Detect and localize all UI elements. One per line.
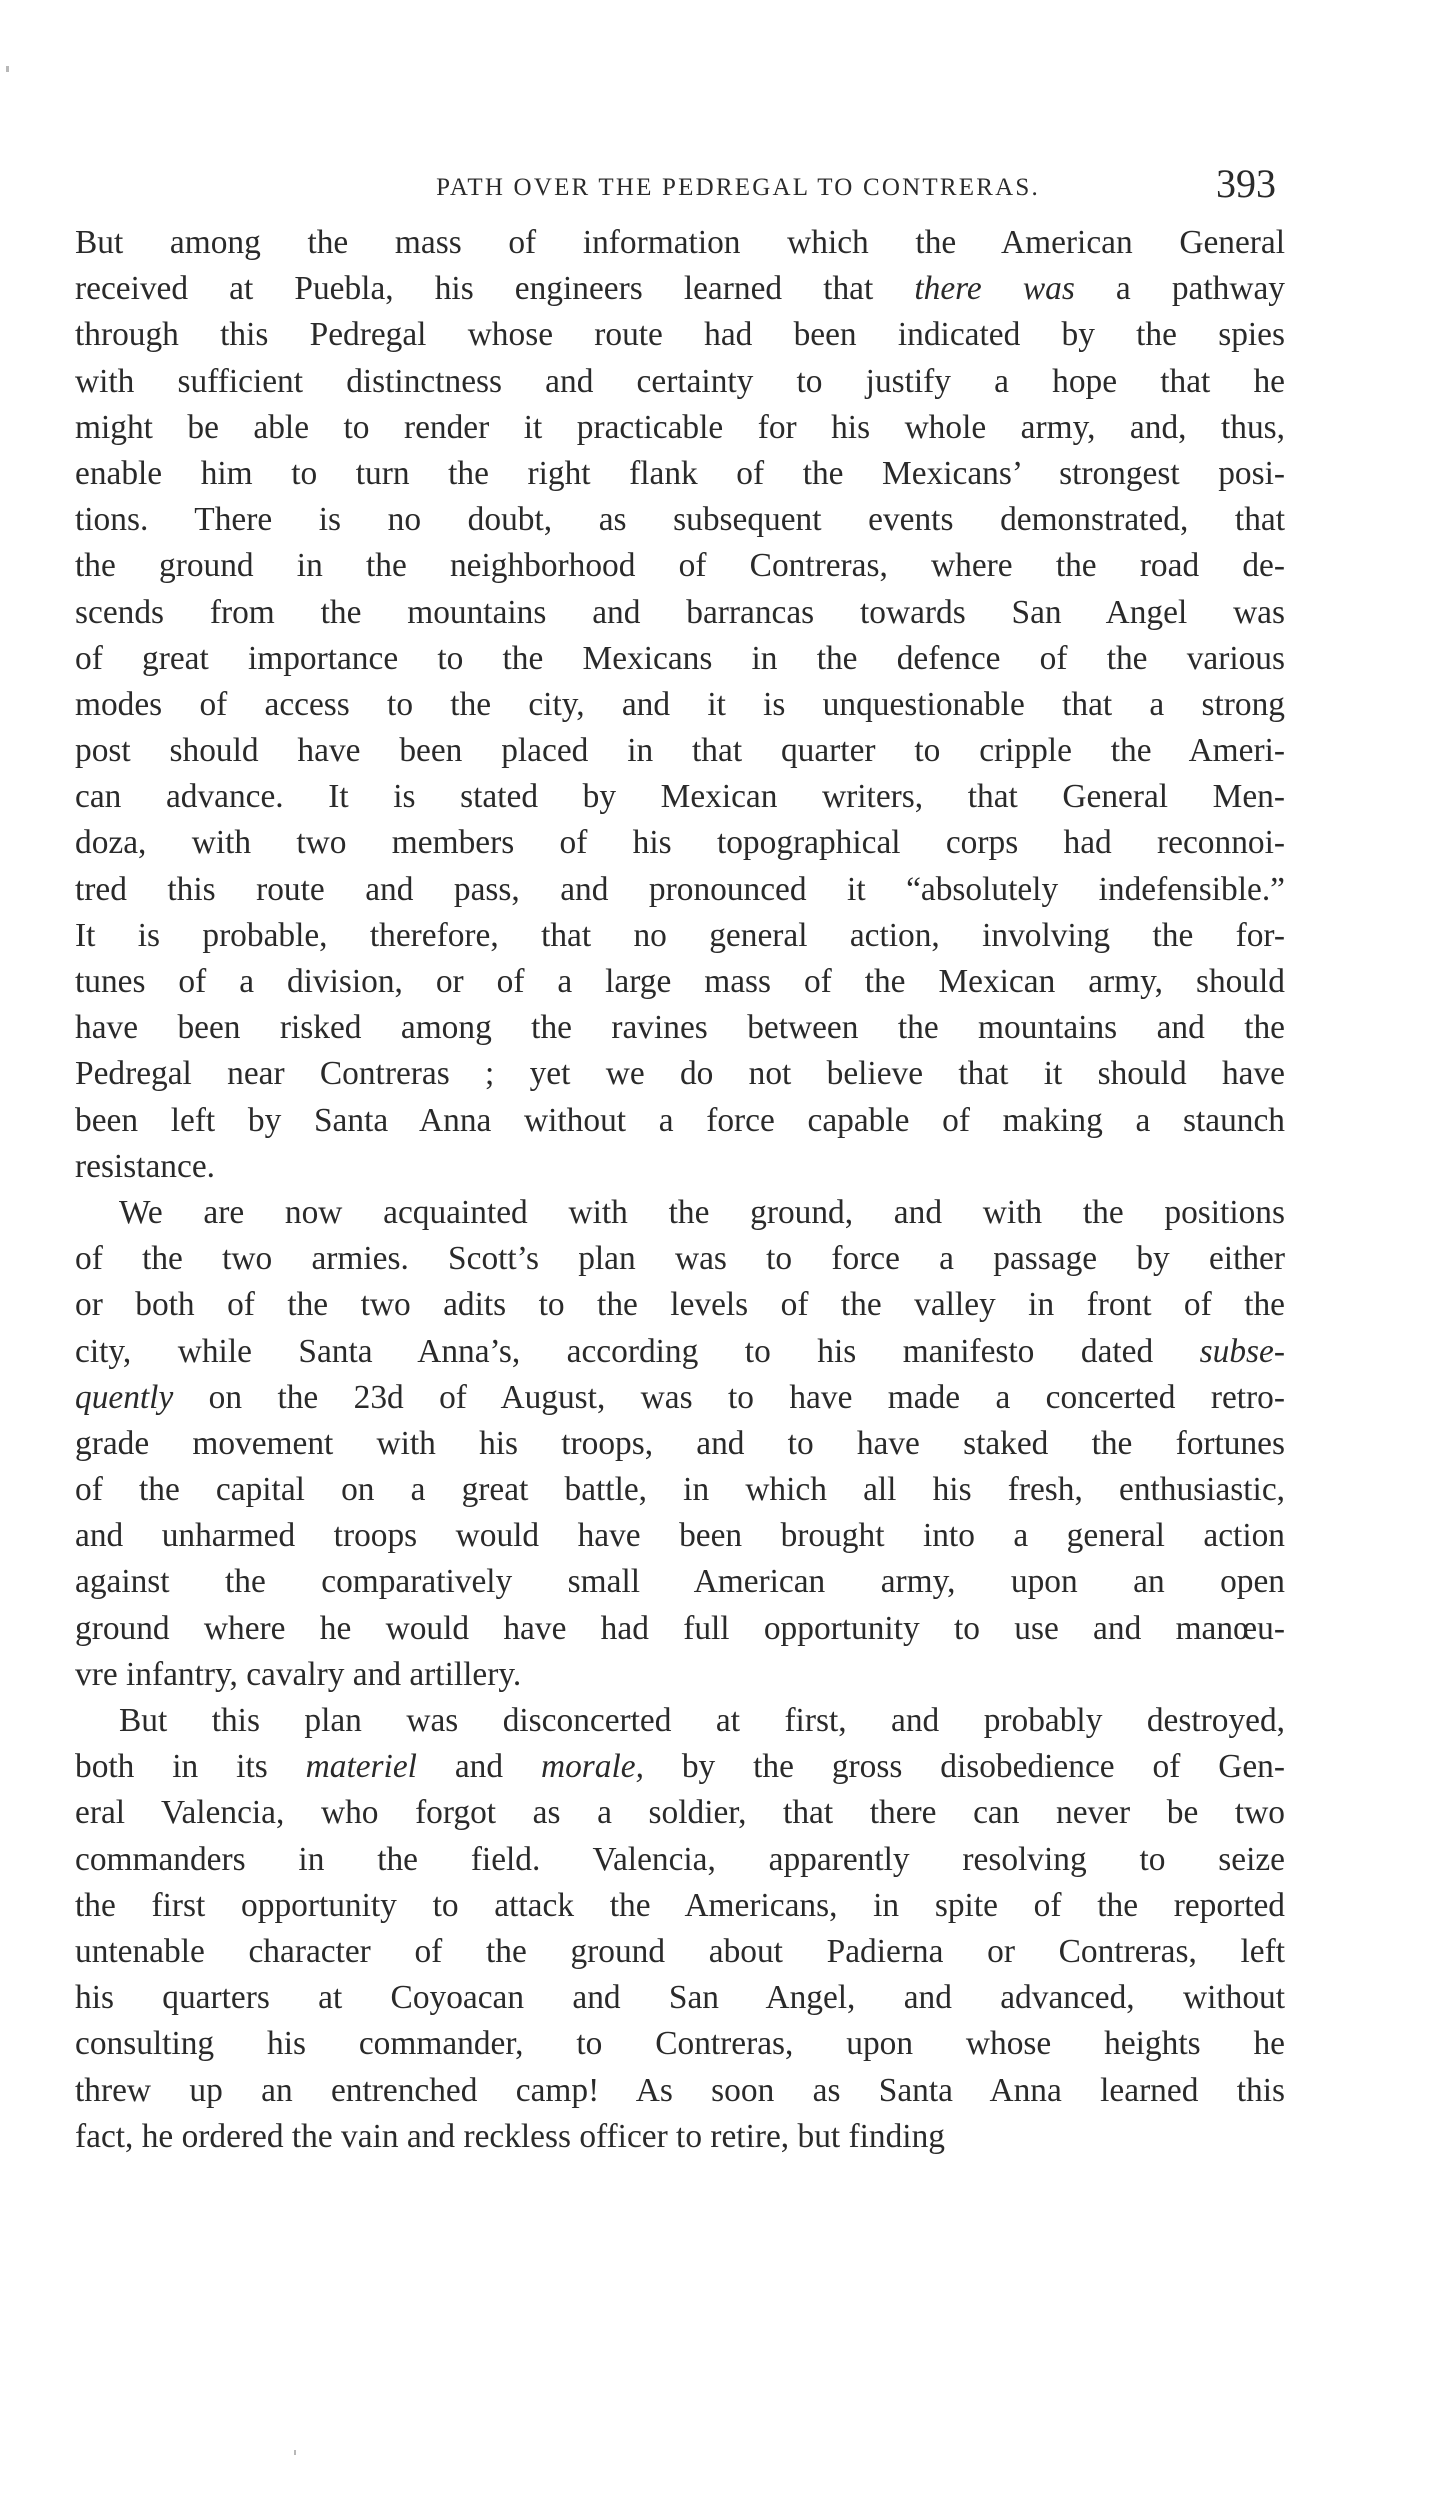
text-line: We are now acquainted with the ground, and with the positions [119, 1193, 1285, 1231]
text-line: grade movement with his troops, and to have staked the fortunes [75, 1424, 1285, 1462]
text-line: might be able to render it practicable for his whole army, and, thus, [75, 408, 1285, 446]
text-line: been left by Santa Anna without a force capable of making a staunch [75, 1101, 1285, 1139]
text-line: threw up an entrenched camp! As soon as Santa Anna learned this [75, 2071, 1285, 2109]
italic-text: quently [75, 1378, 174, 1416]
page-header [268, 160, 1286, 220]
text-line: of the capital on a great battle, in which all his fresh, enthusiastic, [75, 1471, 1285, 1509]
text-line: But this plan was disconcerted at first, and probably destroyed, [119, 1702, 1285, 1739]
text-line: modes of access to the city, and it is unquestionable that a strong [75, 685, 1285, 723]
text-line: resistance. [75, 1147, 215, 1185]
paragraph [75, 220, 1285, 1190]
text-line: quently on the 23d of August, was to have made a concerted retro- [75, 1378, 1285, 1416]
text-line: eral Valencia, who forgot as a soldier, that there can never be two [75, 1794, 1285, 1832]
text-line: have been risked among the ravines between the mountains and the [75, 1009, 1285, 1047]
text-line: doza, with two members of his topographical corps had reconnoi- [75, 824, 1285, 862]
text-line: through this Pedregal whose route had been indicated by the spies [75, 316, 1285, 354]
text-line: post should have been placed in that quarter to cripple the Ameri- [75, 732, 1285, 770]
text-line: vre infantry, cavalry and artillery. [75, 1655, 522, 1693]
text-line: tred this route and pass, and pronounced it “absolutely indefensible.” [75, 870, 1285, 908]
text-line: the ground in the neighborhood of Contreras, where the road de- [75, 547, 1285, 585]
scan-speck [294, 2450, 296, 2455]
text-line: can advance. It is stated by Mexican writers, that General Men- [75, 778, 1285, 816]
running-head: PATH OVER THE PEDREGAL TO CONTRERAS. [436, 174, 1040, 201]
text-line: fact, he ordered the vain and reckless officer to retire, but finding [75, 2117, 945, 2155]
text-line: enable him to turn the right flank of the Mexicans’ strongest posi- [75, 454, 1285, 492]
text-line: the first opportunity to attack the Americans, in spite of the reported [75, 1886, 1285, 1924]
text-line: or both of the two adits to the levels of the valley in front of the [75, 1286, 1285, 1324]
text-line: received at Puebla, his engineers learned that there was a pathway [75, 270, 1285, 308]
text-line: It is probable, therefore, that no general action, involving the for- [75, 916, 1285, 954]
text-line: both in its materiel and morale, by the gross disobedience of Gen- [75, 1748, 1285, 1786]
italic-text: materiel [305, 1748, 417, 1786]
text-line: untenable character of the ground about Padierna or Contreras, left [75, 1932, 1285, 1970]
text-line: consulting his commander, to Contreras, upon whose heights he [75, 2025, 1285, 2063]
text-line: tunes of a division, or of a large mass of the Mexican army, should [75, 963, 1285, 1000]
body-text [75, 220, 1285, 2160]
paragraph [75, 1190, 1285, 1698]
text-line: and unharmed troops would have been brought into a general action [75, 1517, 1285, 1555]
text-line: ground where he would have had full opportunity to use and manœu- [75, 1609, 1285, 1647]
text-line: scends from the mountains and barrancas towards San Angel was [75, 593, 1285, 631]
italic-text: there was [914, 270, 1075, 308]
text-line: commanders in the field. Valencia, apparently resolving to seize [75, 1840, 1285, 1878]
text-line: of great importance to the Mexicans in the defence of the various [75, 639, 1285, 677]
page-number: 393 [1216, 161, 1276, 206]
text-line: against the comparatively small American army, upon an open [75, 1563, 1285, 1601]
text-line: city, while Santa Anna’s, according to his manifesto dated subse- [75, 1332, 1285, 1370]
text-line: But among the mass of information which the American General [75, 224, 1285, 261]
italic-text: subse- [1199, 1332, 1285, 1370]
text-line: of the two armies. Scott’s plan was to force a passage by either [75, 1240, 1285, 1278]
text-line: tions. There is no doubt, as subsequent events demonstrated, that [75, 501, 1285, 539]
text-line: with sufficient distinctness and certainty to justify a hope that he [75, 362, 1285, 400]
text-line: his quarters at Coyoacan and San Angel, and advanced, without [75, 1979, 1285, 2017]
scan-speck [6, 66, 9, 72]
text-line: Pedregal near Contreras ; yet we do not believe that it should have [75, 1055, 1285, 1093]
italic-text: morale, [540, 1748, 644, 1786]
paragraph [75, 1698, 1285, 2160]
